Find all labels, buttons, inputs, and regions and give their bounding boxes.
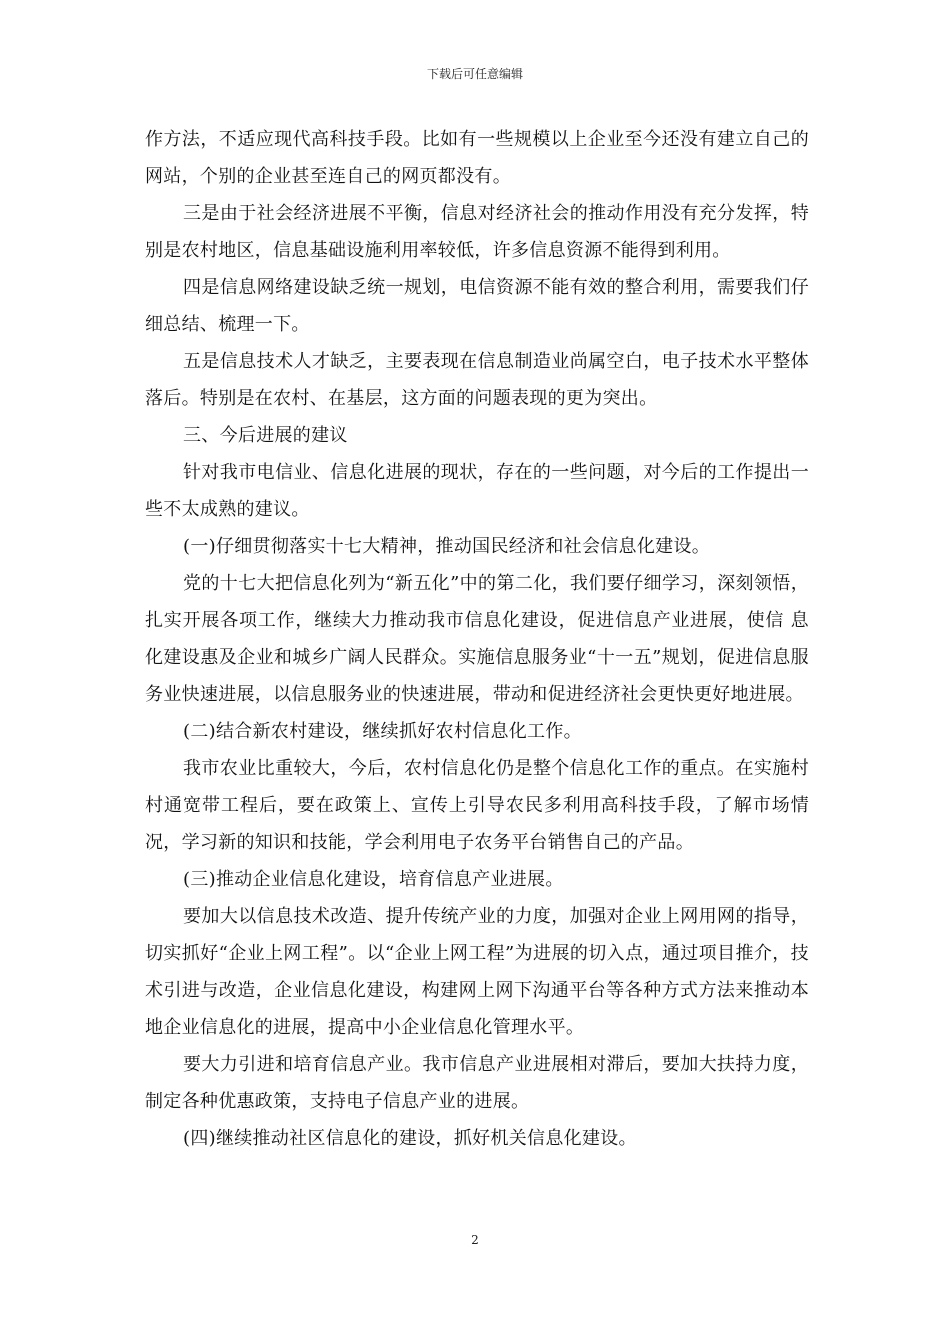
subheading-3: (三)推动企业信息化建设，培育信息产业进展。 xyxy=(183,869,564,890)
paragraph-13: 要大力引进和培育信息产业。我市信息产业进展相对滞后，要加大扶持力度，制定各种优惠政策，支持电子信息产业的进展。 xyxy=(145,1054,809,1112)
document-body xyxy=(145,121,809,1157)
paragraph-6: 针对我市电信业、信息化进展的现状，存在的一些问题，对今后的工作提出一些不太成熟的建议。 xyxy=(145,462,809,520)
section-heading: 三、今后进展的建议 xyxy=(183,425,348,446)
paragraph-10: 我市农业比重较大，今后，农村信息化仍是整个信息化工作的重点。在实施村村通宽带工程后，要在政策上、宣传上引导农民多利用高科技手段，了解市场情况，学习新的知识和技能，学会利用电子农务平台销售自己的产品。 xyxy=(145,758,809,853)
page-number: 2 xyxy=(471,1233,479,1247)
page-header: 下载后可任意编辑 xyxy=(426,67,523,81)
subheading-4: (四)继续推动社区信息化的建设，抓好机关信息化建设。 xyxy=(183,1128,637,1149)
paragraph-1: 作方法，不适应现代高科技手段。比如有一些规模以上企业至今还没有建立自己的网站，个别的企业甚至连自己的网页都没有。 xyxy=(145,129,809,187)
subheading-2: (二)结合新农村建设，继续抓好农村信息化工作。 xyxy=(183,721,582,742)
paragraph-8: 党的十七大把信息化列为“新五化”中的第二化，我们要仔细学习，深刻领悟，扎实开展各项工作，继续大力推动我市信息化建设，促进信息产业进展，使信 息化建设惠及企业和城乡广阔人民群众。实施信息服务业“十一五”规划，促进信息服务业快速进展，以信息服务业的快速进展，带动和促进经济社会更快更好地进展。 xyxy=(145,573,809,705)
subheading-1: (一)仔细贯彻落实十七大精神，推动国民经济和社会信息化建设。 xyxy=(183,536,711,557)
paragraph-2: 三是由于社会经济进展不平衡，信息对经济社会的推动作用没有充分发挥，特别是农村地区，信息基础设施利用率较低，许多信息资源不能得到利用。 xyxy=(145,203,809,261)
paragraph-12: 要加大以信息技术改造、提升传统产业的力度，加强对企业上网用网的指导，切实抓好“企业上网工程”。以“企业上网工程”为进展的切入点，通过项目推介，技术引进与改造，企业信息化建设，构建网上网下沟通平台等各种方式方法来推动本地企业信息化的进展，提高中小企业信息化管理水平。 xyxy=(145,906,809,1038)
paragraph-4: 五是信息技术人才缺乏，主要表现在信息制造业尚属空白，电子技术水平整体落后。特别是在农村、在基层，这方面的问题表现的更为突出。 xyxy=(145,351,809,409)
paragraph-3: 四是信息网络建设缺乏统一规划，电信资源不能有效的整合利用，需要我们仔细总结、梳理一下。 xyxy=(145,277,809,335)
